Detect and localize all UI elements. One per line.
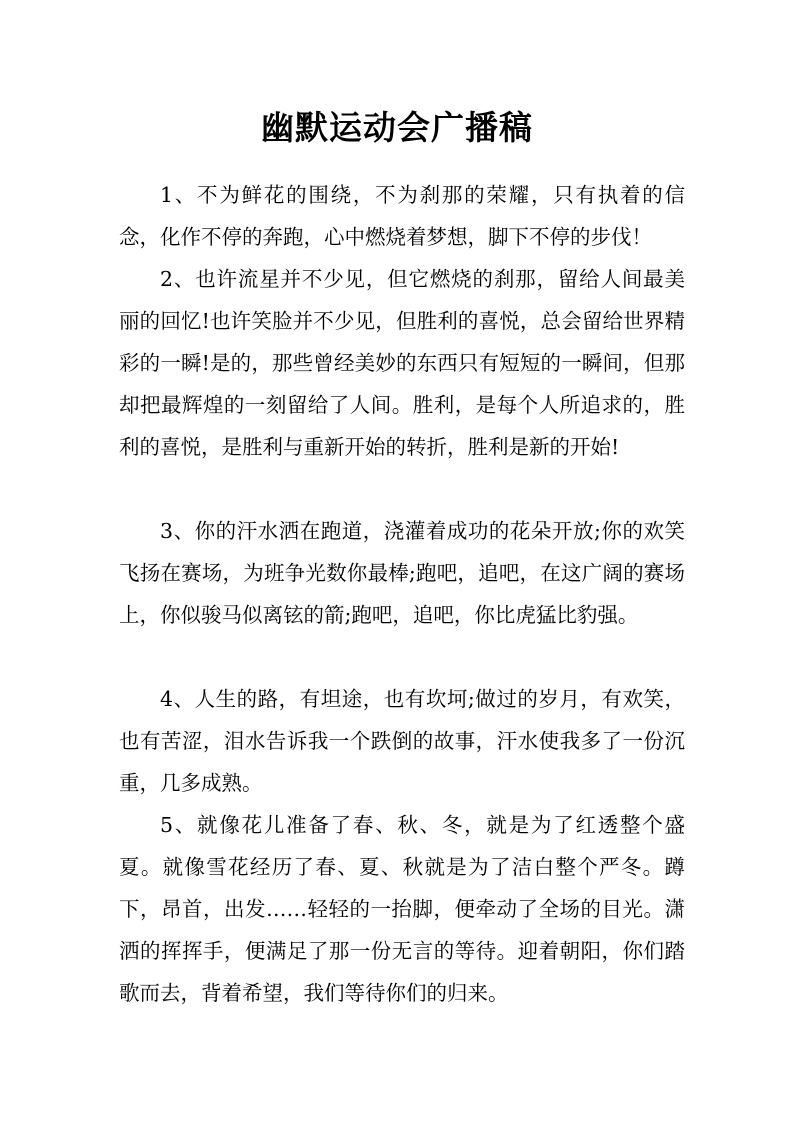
paragraph-3: 3、你的汗水洒在跑道，浇灌着成功的花朵开放;你的欢笑飞扬在赛场，为班争光数你最棒;跑吧，追吧，在这广阔的赛场上，你似骏马似离铉的箭;跑吧，追吧，你比虎猛比豹强。 xyxy=(119,519,685,627)
paragraph-4: 4、人生的路，有坦途，也有坎坷;做过的岁月，有欢笑，也有苦涩，泪水告诉我一个跌倒的故事，汗水使我多了一份沉重，几多成熟。 xyxy=(119,687,685,795)
paragraph-5: 5、就像花儿准备了春、秋、冬，就是为了红透整个盛夏。就像雪花经历了春、夏、秋就是为了洁白整个严冬。蹲下，昂首，出发……轻轻的一抬脚，便牵动了全场的目光。潇洒的挥挥手，便满足了那一份无言的等待。迎着朝阳，你们踏歌而去，背着希望，我们等待你们的归来。 xyxy=(119,813,685,1005)
document-title: 幽默运动会广播稿 xyxy=(261,108,533,147)
paragraph-1: 1、不为鲜花的围绕，不为刹那的荣耀，只有执着的信念，化作不停的奔跑，心中燃烧着梦想，脚下不停的步伐！ xyxy=(119,183,685,249)
paragraph-2: 2、也许流星并不少见，但它燃烧的刹那，留给人间最美丽的回忆!也许笑脸并不少见，但胜利的喜悦，总会留给世界精彩的一瞬!是的，那些曾经美妙的东西只有短短的一瞬间，但那却把最辉煌的一刻留给了人间。胜利，是每个人所追求的，胜利的喜悦，是胜利与重新开始的转折，胜利是新的开始! xyxy=(119,267,685,459)
